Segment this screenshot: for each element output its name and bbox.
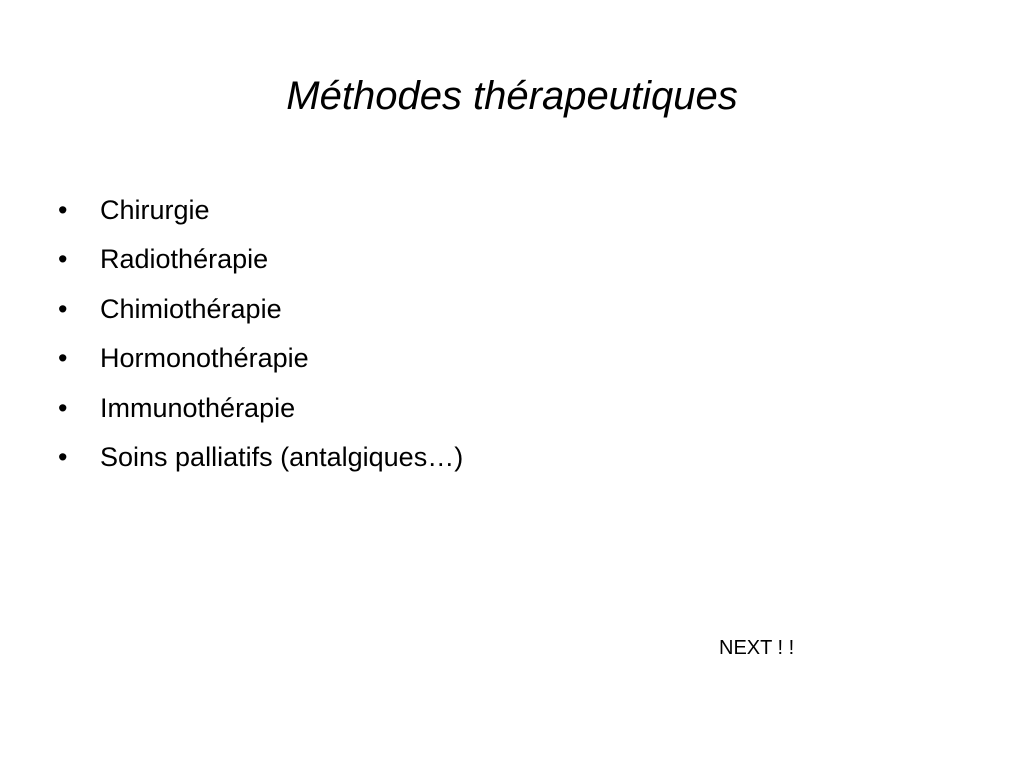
bullet-icon: • [58,293,68,324]
bullet-list [58,186,463,482]
list-item-label: Hormonothérapie [100,343,309,374]
list-item-label: Immunothérapie [100,392,296,423]
bullet-icon: • [58,244,68,275]
list-item-label: Chimiothérapie [100,293,282,324]
list-item [58,186,463,235]
bullet-icon: • [58,392,68,423]
bullet-icon: • [58,442,68,473]
bullet-icon: • [58,343,68,374]
list-item [58,334,463,383]
list-item [58,384,463,433]
list-item-label: Chirurgie [100,195,210,225]
slide-title: Méthodes thérapeutiques [286,74,738,118]
list-item-label: Soins palliatifs (antalgiques…) [100,442,464,473]
list-item-label: Radiothérapie [100,244,269,275]
list-item [58,235,463,284]
list-item [58,433,463,482]
next-link[interactable]: NEXT ! ! [719,637,795,659]
bullet-icon: • [58,195,68,225]
list-item [58,285,463,334]
